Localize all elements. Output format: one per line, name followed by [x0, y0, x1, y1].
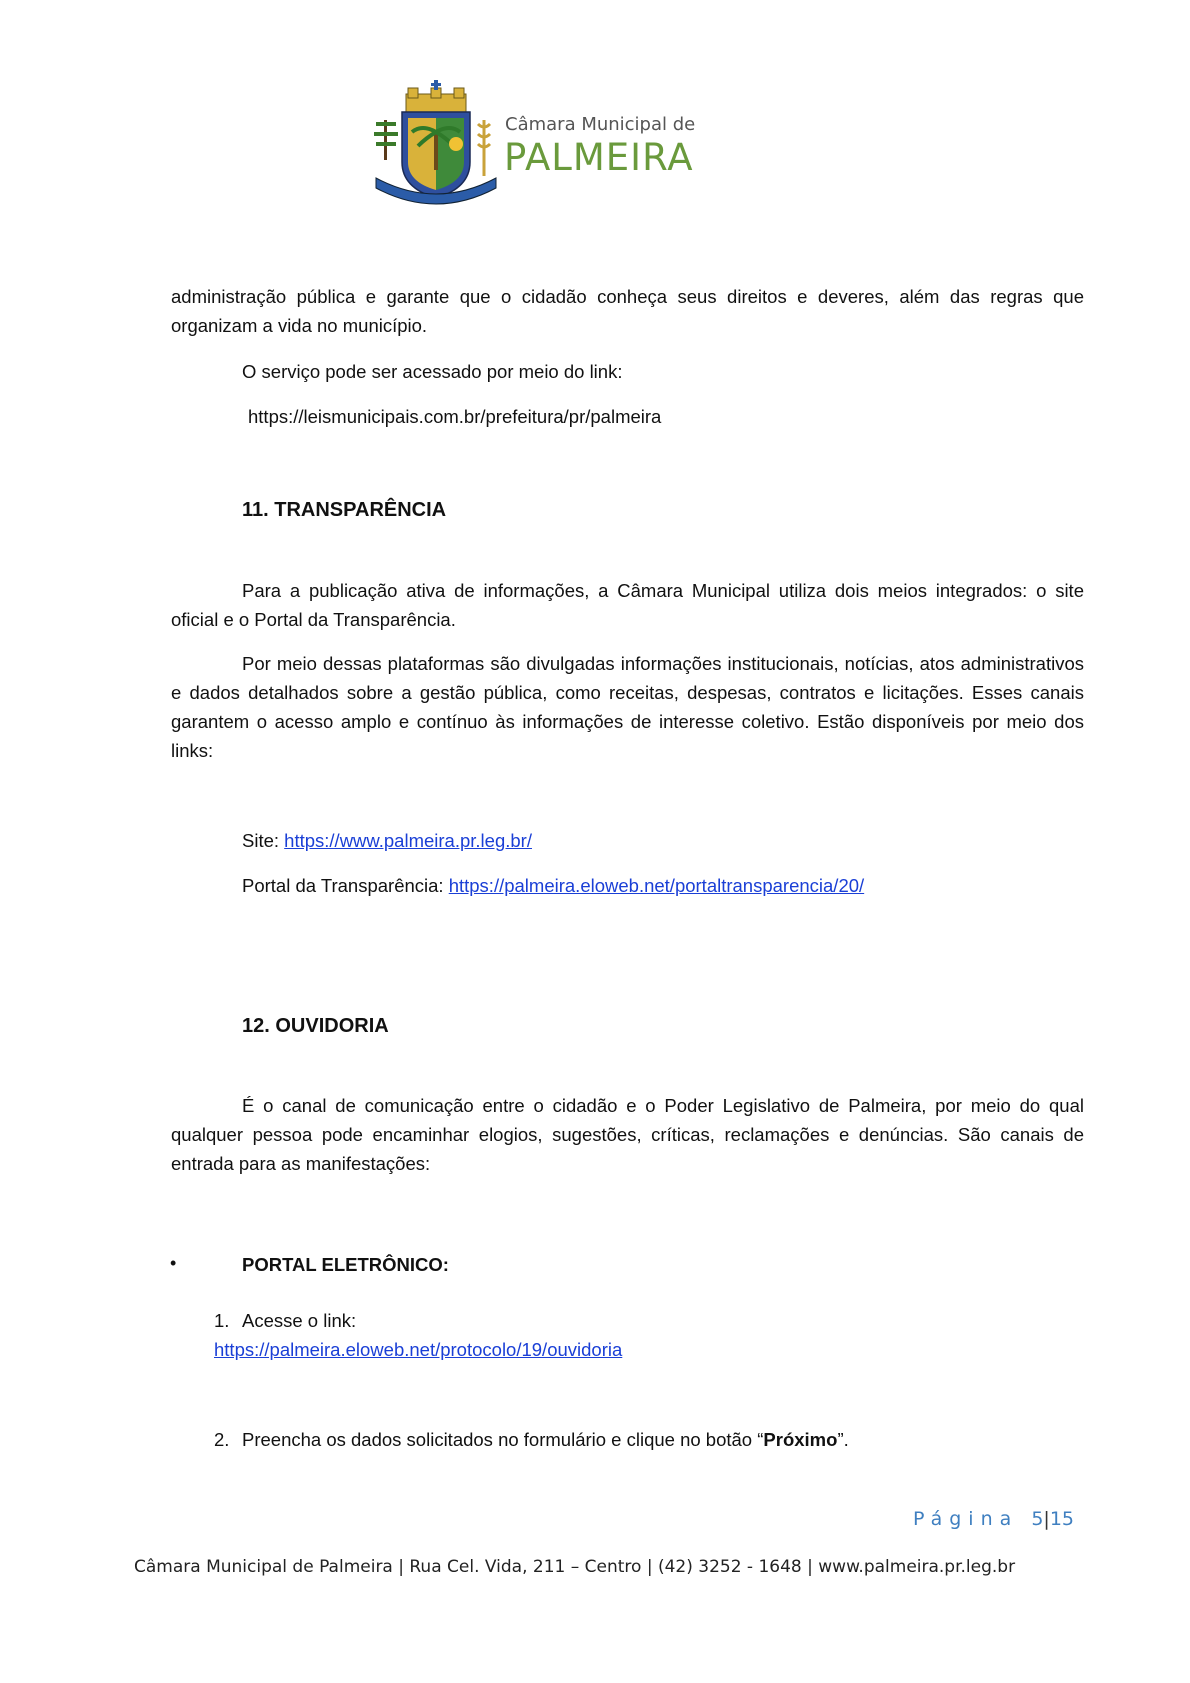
page-total: 15: [1049, 1508, 1075, 1530]
municipal-coat-of-arms-icon: [372, 80, 500, 210]
footer-contact: Câmara Municipal de Palmeira | Rua Cel. Vida, 211 – Centro | (42) 3252 - 1648 | www.palmeira.pr.leg.br: [134, 1557, 1016, 1577]
org-name-line1: Câmara Municipal de: [505, 114, 696, 135]
portal-link-row: [242, 871, 864, 900]
section-11-paragraph-2: [171, 649, 1084, 765]
org-name-line2: PALMEIRA: [504, 136, 694, 179]
section-11-paragraph-1-text: Para a publicação ativa de informações, a Câmara Municipal utiliza dois meios integrados: o site oficial e o Portal da Transparência.: [171, 580, 1084, 630]
header-logo: [372, 80, 702, 210]
intro-access-text: O serviço pode ser acessado por meio do link:: [242, 361, 623, 382]
site-link-row: [242, 826, 532, 855]
intro-paragraph: administração pública e garante que o cidadão conheça seus direitos e deveres, além das regras que organizam a vida no município.: [171, 286, 1084, 336]
step-1-text: Acesse o link:: [242, 1310, 357, 1331]
step-2-text-before: Preencha os dados solicitados no formulário e clique no botão “: [242, 1429, 764, 1450]
step-2-text-after: ”.: [837, 1429, 849, 1450]
step-2-number: 2.: [214, 1429, 230, 1450]
ouvidoria-link[interactable]: https://palmeira.eloweb.net/protocolo/19/ouvidoria: [214, 1339, 623, 1360]
page-current: 5: [1031, 1508, 1044, 1530]
portal-eletronico-title: PORTAL ELETRÔNICO:: [242, 1254, 449, 1275]
section-11-paragraph-2-text: Por meio dessas plataformas são divulgadas informações institucionais, notícias, atos administrativos e dados detalhados sobre a gestão pública, como receitas, despesas, contratos e licitações. Esses canais garantem o acesso amplo e contínuo às informações de interesse coletivo. Estão disponíveis por meio dos links:: [171, 653, 1084, 761]
section-11-title: 11. TRANSPARÊNCIA: [242, 499, 447, 521]
portal-label: Portal da Transparência:: [242, 875, 449, 896]
step-2-bold: Próximo: [763, 1429, 838, 1450]
bullet-icon: •: [170, 1253, 177, 1273]
step-1-number: 1.: [214, 1310, 230, 1331]
step-2-text: [242, 1425, 849, 1454]
section-12-paragraph-1: [171, 1091, 1084, 1178]
section-12-title: 12. OUVIDORIA: [242, 1015, 389, 1037]
site-link[interactable]: https://www.palmeira.pr.leg.br/: [284, 830, 532, 851]
section-12-paragraph-1-text: É o canal de comunicação entre o cidadão e o Poder Legislativo de Palmeira, por meio do qual qualquer pessoa pode encaminhar elogios, sugestões, críticas, reclamações e denúncias. São canais de entrada para as manifestações:: [171, 1095, 1084, 1174]
portal-transparencia-link[interactable]: https://palmeira.eloweb.net/portaltransparencia/20/: [448, 875, 865, 896]
page-label: Página: [913, 1508, 1019, 1530]
leis-municipais-link[interactable]: https://leismunicipais.com.br/prefeitura/pr/palmeira: [248, 406, 662, 427]
section-11-paragraph-1: [171, 576, 1084, 634]
site-label: Site:: [242, 830, 285, 851]
page-number: [913, 1508, 1074, 1530]
page-separator: |: [1043, 1508, 1050, 1530]
